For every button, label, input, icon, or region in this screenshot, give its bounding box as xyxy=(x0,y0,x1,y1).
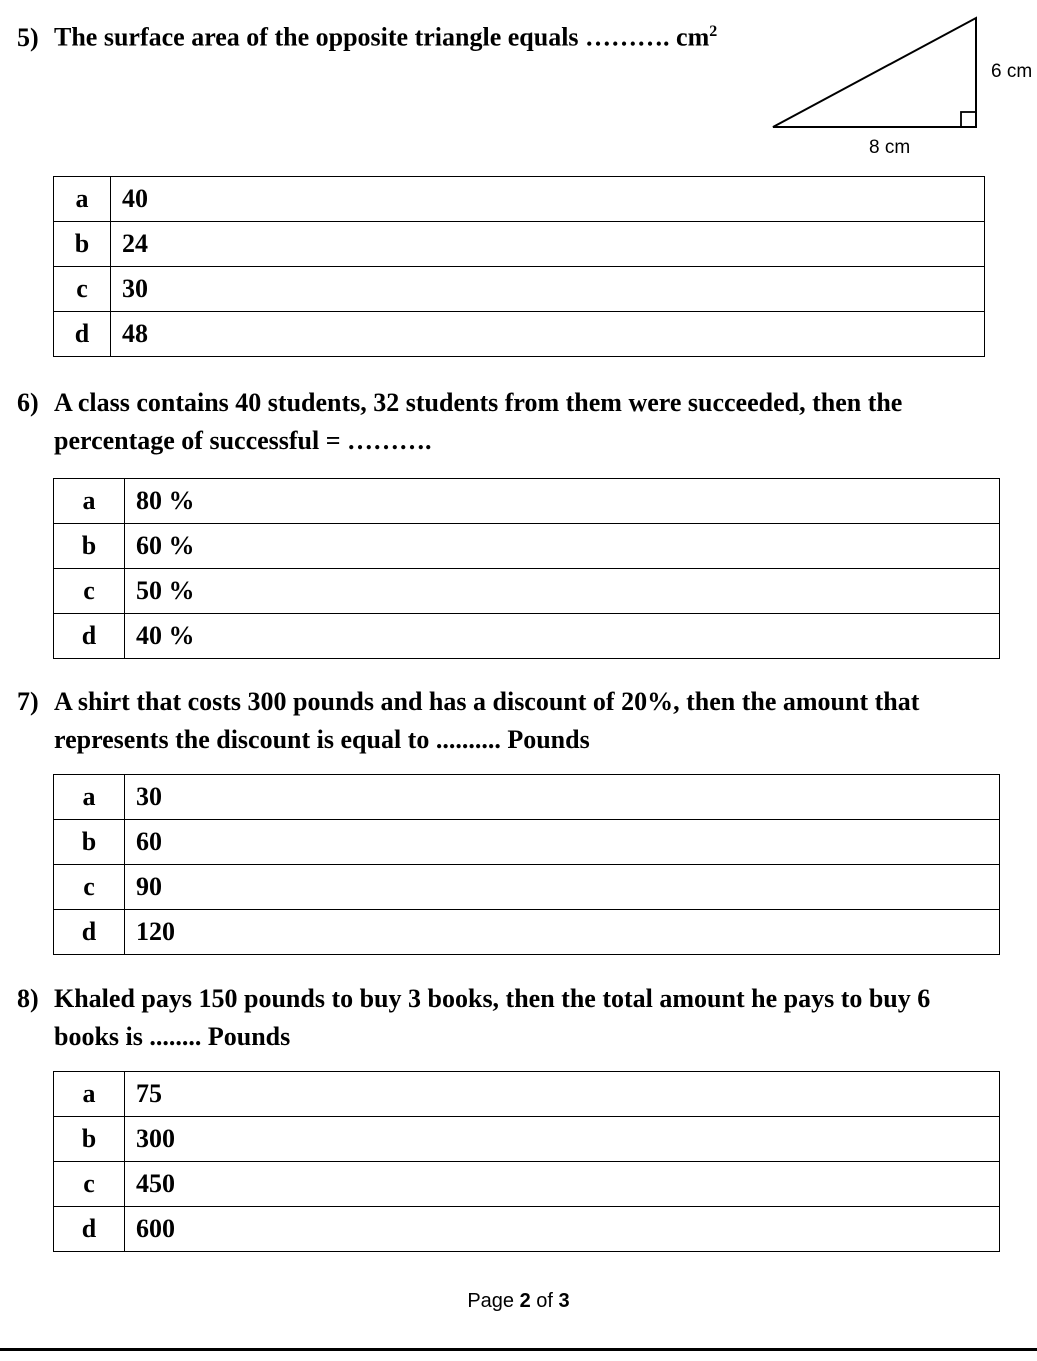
option-row[interactable] xyxy=(54,569,1000,614)
option-row[interactable] xyxy=(54,479,1000,524)
option-value: 48 xyxy=(111,312,985,357)
triangle-shape xyxy=(773,18,976,127)
question-7-options xyxy=(53,774,1000,955)
option-letter: a xyxy=(54,1072,125,1117)
option-letter: d xyxy=(54,312,111,357)
option-row[interactable] xyxy=(54,820,1000,865)
question-text-line-1: A shirt that costs 300 pounds and has a discount of 20%, then the amount that xyxy=(54,687,920,716)
question-5-text xyxy=(17,13,717,57)
option-value: 450 xyxy=(125,1162,1000,1207)
option-value: 60 xyxy=(125,820,1000,865)
height-label: 6 cm xyxy=(991,61,1033,82)
option-value: 80 % xyxy=(125,479,1000,524)
page-prefix: Page xyxy=(467,1290,515,1312)
option-row[interactable] xyxy=(54,177,985,222)
question-text-line-1: Khaled pays 150 pounds to buy 3 books, then the total amount he pays to buy 6 xyxy=(54,984,931,1013)
option-letter: b xyxy=(54,820,125,865)
option-value: 120 xyxy=(125,910,1000,955)
option-letter: a xyxy=(54,177,111,222)
option-value: 90 xyxy=(125,865,1000,910)
option-letter: c xyxy=(54,865,125,910)
question-6-text xyxy=(17,384,902,460)
option-letter: d xyxy=(54,910,125,955)
option-value: 30 xyxy=(111,267,985,312)
question-text-line-2: books is ........ Pounds xyxy=(54,1022,291,1051)
question-text-line-1: A class contains 40 students, 32 students from them were succeeded, then the xyxy=(54,388,903,417)
option-row[interactable] xyxy=(54,524,1000,569)
option-value: 24 xyxy=(111,222,985,267)
option-row[interactable] xyxy=(54,1072,1000,1117)
option-row[interactable] xyxy=(54,312,985,357)
option-row[interactable] xyxy=(54,1207,1000,1252)
option-row[interactable] xyxy=(54,267,985,312)
question-6-options xyxy=(53,478,1000,659)
option-value: 40 xyxy=(111,177,985,222)
option-letter: d xyxy=(54,1207,125,1252)
question-text-line-2: represents the discount is equal to .......... Pounds xyxy=(54,725,590,754)
option-letter: b xyxy=(54,222,111,267)
option-row[interactable] xyxy=(54,222,985,267)
option-value: 60 % xyxy=(125,524,1000,569)
question-number: 5) xyxy=(17,22,39,52)
question-7-text xyxy=(17,683,919,759)
option-letter: a xyxy=(54,479,125,524)
option-letter: c xyxy=(54,1162,125,1207)
option-value: 50 % xyxy=(125,569,1000,614)
right-triangle-figure xyxy=(765,10,985,135)
page-total: 3 xyxy=(558,1290,570,1312)
page-current: 2 xyxy=(519,1290,531,1312)
option-value: 75 xyxy=(125,1072,1000,1117)
option-letter: d xyxy=(54,614,125,659)
unit-superscript: 2 xyxy=(709,23,718,40)
option-letter: b xyxy=(54,524,125,569)
question-number: 8) xyxy=(17,984,39,1013)
right-angle-marker xyxy=(961,112,976,127)
base-label: 8 cm xyxy=(869,137,911,158)
question-number: 7) xyxy=(17,687,39,716)
option-row[interactable] xyxy=(54,1117,1000,1162)
question-8-text xyxy=(17,980,930,1056)
option-value: 600 xyxy=(125,1207,1000,1252)
option-row[interactable] xyxy=(54,1162,1000,1207)
option-letter: c xyxy=(54,267,111,312)
option-row[interactable] xyxy=(54,910,1000,955)
option-value: 40 % xyxy=(125,614,1000,659)
question-number: 6) xyxy=(17,388,39,417)
bottom-divider xyxy=(0,1348,1037,1351)
option-row[interactable] xyxy=(54,775,1000,820)
question-8-options xyxy=(53,1071,1000,1252)
option-letter: b xyxy=(54,1117,125,1162)
option-row[interactable] xyxy=(54,865,1000,910)
option-value: 300 xyxy=(125,1117,1000,1162)
option-value: 30 xyxy=(125,775,1000,820)
question-5-options xyxy=(53,176,985,357)
option-letter: a xyxy=(54,775,125,820)
question-text-line-2: percentage of successful = ………. xyxy=(54,426,432,455)
page-middle: of xyxy=(536,1290,553,1312)
question-text: The surface area of the opposite triangle equals ………. cm xyxy=(54,22,710,52)
page-footer xyxy=(0,1290,1037,1313)
option-row[interactable] xyxy=(54,614,1000,659)
option-letter: c xyxy=(54,569,125,614)
